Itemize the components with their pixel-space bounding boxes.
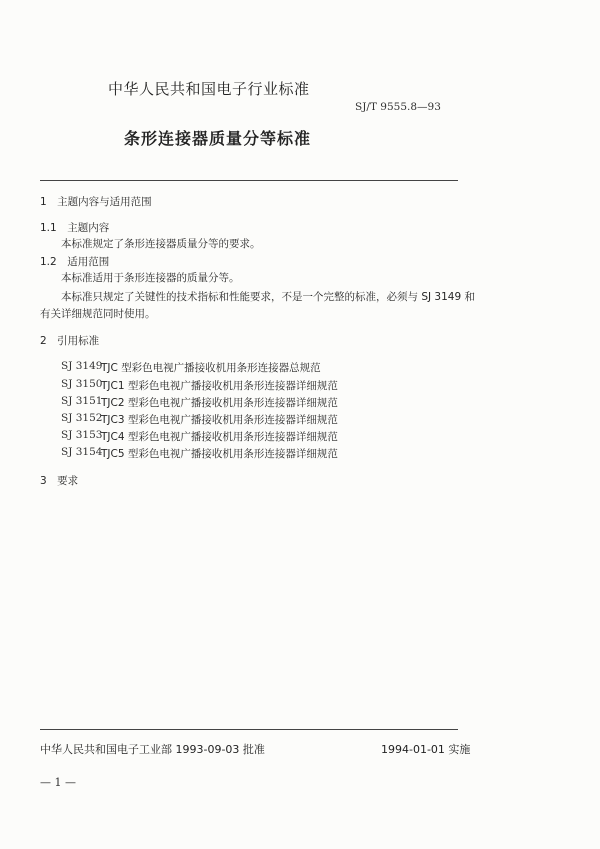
section-1-2-text-2-line-2: 有关详细规范同时使用。 bbox=[40, 308, 156, 320]
reference-code: SJ 3151 bbox=[61, 395, 103, 407]
header-divider bbox=[40, 180, 458, 181]
reference-code: SJ 3152 bbox=[61, 412, 103, 424]
approval-line: 中华人民共和国电子工业部 1993-09-03 批准 bbox=[40, 743, 265, 756]
section-1-heading: 1 主题内容与适用范围 bbox=[40, 196, 152, 208]
section-1-2-text-1: 本标准适用于条形连接器的质量分等。 bbox=[61, 272, 240, 284]
document-title: 条形连接器质量分等标准 bbox=[124, 129, 312, 148]
reference-title: TJC3 型彩色电视广播接收机用条形连接器详细规范 bbox=[101, 414, 338, 426]
reference-title: TJC 型彩色电视广播接收机用条形连接器总规范 bbox=[101, 362, 321, 374]
standard-code: SJ/T 9555.8—93 bbox=[355, 101, 441, 113]
reference-title: TJC1 型彩色电视广播接收机用条形连接器详细规范 bbox=[101, 380, 338, 392]
issuing-organization: 中华人民共和国电子行业标准 bbox=[108, 80, 310, 98]
reference-title: TJC4 型彩色电视广播接收机用条形连接器详细规范 bbox=[101, 431, 338, 443]
reference-code: SJ 3153 bbox=[61, 429, 103, 441]
section-1-1-heading: 1.1 主题内容 bbox=[40, 222, 110, 234]
reference-code: SJ 3150 bbox=[61, 378, 103, 390]
footer-divider bbox=[40, 729, 458, 730]
section-1-1-text: 本标准规定了条形连接器质量分等的要求。 bbox=[61, 238, 261, 250]
section-2-heading: 2 引用标准 bbox=[40, 335, 100, 347]
implementation-date: 1994-01-01 实施 bbox=[381, 743, 471, 756]
reference-title: TJC5 型彩色电视广播接收机用条形连接器详细规范 bbox=[101, 448, 338, 460]
page-number: — 1 — bbox=[40, 776, 76, 789]
section-1-2-text-2-line-1: 本标准只规定了关键性的技术指标和性能要求，不是一个完整的标准，必须与 SJ 3149 和 bbox=[61, 291, 475, 303]
reference-code: SJ 3154 bbox=[61, 446, 103, 458]
reference-title: TJC2 型彩色电视广播接收机用条形连接器详细规范 bbox=[101, 397, 338, 409]
reference-code: SJ 3149 bbox=[61, 360, 103, 372]
section-1-2-heading: 1.2 适用范围 bbox=[40, 256, 110, 268]
section-3-heading: 3 要求 bbox=[40, 475, 79, 487]
